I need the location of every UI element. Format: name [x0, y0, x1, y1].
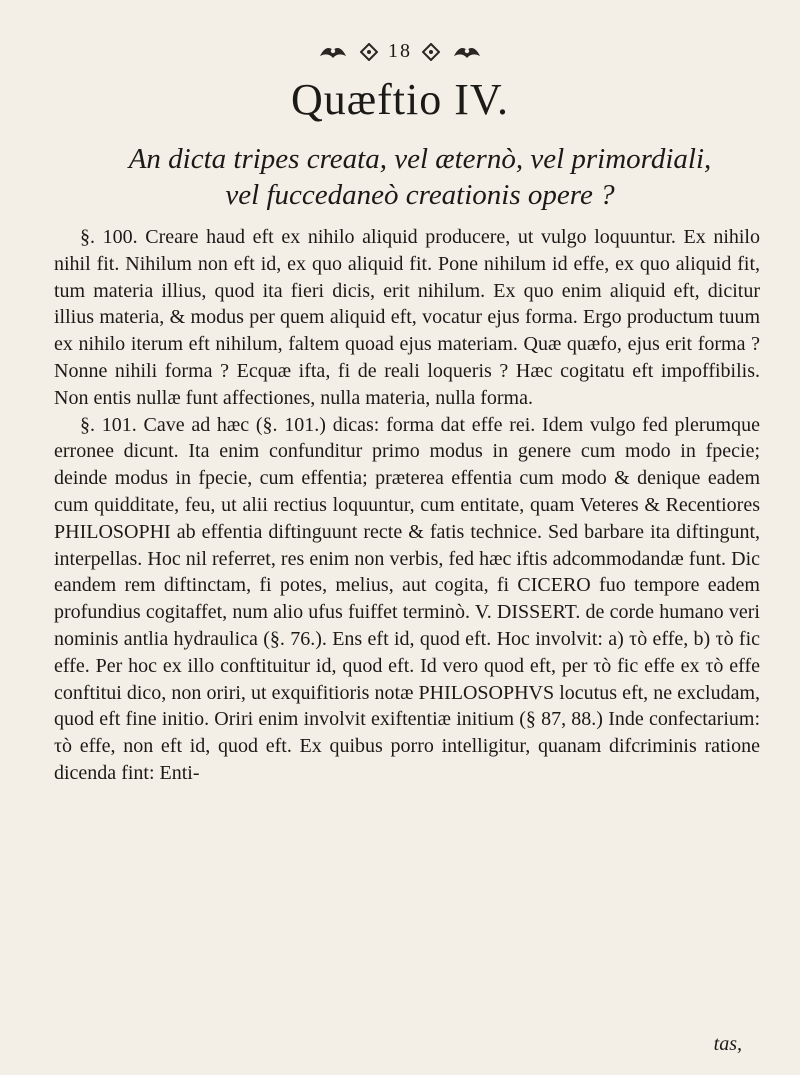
catchword: tas,: [713, 1033, 742, 1055]
paragraph-101: §. 101. Cave ad hæc (§. 101.) dicas: forma dat effe rei. Idem vulgo fed plerumque erronee dicunt. Ita enim confunditur primo modus in genere cum modo in fpecie; deinde modus in fpecie, cum effentia; præterea effentia cum modo & denique eadem cum quidditate, feu, ut alii rectius loquuntur, cum entitate, quam Veteres & Recentiores PHILOSOPHI ab effentia diftinguunt recte & fatis technice. Sed barbare ita diftingunt, interpellas. Hoc nil referret, res enim non verbis, fed hæc iftis adcommodandæ funt. Dic eandem rem diftinctam, fi potes, melius, aut cogita, fi CICERO fuo tempore eadem profundius cogitaffet, num alio ufus fuiffet terminò. V. DISSERT. de corde humano veri nominis antlia hydraulica (§. 76.). Ens eft id, quod eft. Hoc involvit: a) τò effe, b) τò fic effe. Per hoc ex illo conftituitur id, quod eft. Id vero quod eft, per τò fic effe ex τò effe conftitui dico, non oriri, ut exquifitioris notæ PHILOSOPHVS locutus eft, ne excludam, quod eft fine initio. Oriri enim involvit exiftentiæ initium (§ 87, 88.) Inde confectarium: τò effe, non eft id, quod eft. Ex quibus porro intelligitur, quanam difcriminis ratione dicenda fint: Enti-: [54, 413, 760, 784]
paragraph-100: §. 100. Creare haud eft ex nihilo aliquid producere, ut vulgo loquuntur. Ex nihilo nihil fit. Nihilum non eft id, ex quo aliquid fit. Pone nihilum id effe, ex quo aliquid fit, tum materia illius, quod ita fieri dicis, erit nihilum. Ex quo enim aliquid eft, dicitur illius materia, & modus per quem aliquid eft, vocatur ejus forma. Ergo productum tuum ex nihilo iterum eft nihilum, faltem quoad ejus materiam. Quæ quæfo, ejus erit forma ? Nonne nihili forma ? Ecquæ ifta, fi de reali loqueris ? Hæc cogitatu eft impoffibilis. Non entis nullæ funt affectiones, nulla materia, nulla forma.: [54, 226, 760, 409]
diamond-right-icon: [422, 43, 440, 61]
body-text: [54, 224, 760, 787]
diamond-left-icon: [360, 43, 378, 61]
running-header: [0, 40, 800, 63]
section-title: Quæftio IV.: [291, 75, 509, 124]
fleuron-right-icon: [452, 42, 482, 62]
subtitle-line-1: An dicta tripes creata, vel æternò, vel primordiali,: [128, 143, 712, 175]
fleuron-left-icon: [318, 42, 348, 62]
subtitle-line-2: vel fuccedaneò creationis opere ?: [225, 179, 615, 211]
page-number: 18: [388, 40, 412, 62]
